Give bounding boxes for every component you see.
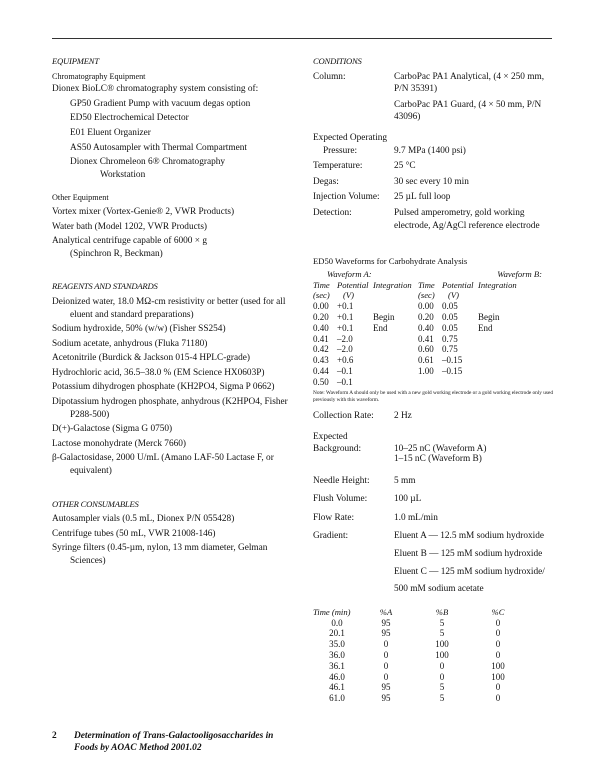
reagent-item: β-Galactosidase, 2000 U/mL (Amano LAF-50 Lactase F, or equivalent) [52, 453, 274, 477]
gradient-pct-b: 100 [435, 639, 449, 650]
background-label: Background: [313, 443, 362, 454]
waveform-a-label: Waveform A: [327, 268, 372, 279]
gradient-pct-a: 0 [383, 671, 389, 682]
waveform-title: ED50 Waveforms for Carbohydrate Analysis [313, 256, 468, 267]
gradient-pct-a: 95 [381, 628, 391, 639]
consumables-heading: OTHER CONSUMABLES [52, 498, 139, 509]
other-equipment-item: Analytical centrifuge capable of 6000 × g [52, 236, 207, 247]
chromatography-equipment-label: Chromatography Equipment [52, 71, 146, 81]
gradient-row [313, 530, 558, 595]
flow-label: Flow Rate: [313, 512, 355, 523]
gradient-value: Eluent A — 12.5 mM sodium hydroxide [394, 531, 545, 542]
waveform-a-potential: +0.1 [337, 311, 354, 322]
gradient-pct-b: 5 [439, 617, 445, 628]
gradient-pct-a: 0 [383, 660, 389, 671]
equipment-item: Workstation [100, 169, 146, 180]
col-time-unit: (sec) [418, 290, 435, 301]
other-equipment-label: Other Equipment [52, 193, 109, 203]
reagent-item: Lactose monohydrate (Merck 7660) [52, 438, 186, 449]
waveform-b-label: Waveform B: [497, 268, 542, 279]
degas-row [313, 176, 558, 189]
waveform-a-integration [373, 334, 418, 345]
waveform-b-time: 0.40 [418, 322, 434, 333]
waveform-row [313, 344, 548, 355]
waveform-row [313, 377, 548, 388]
waveform-a-time: 0.00 [313, 301, 329, 312]
waveform-b-integration [478, 334, 548, 345]
other-equipment-item: (Spinchron R, Beckman) [70, 248, 163, 259]
waveform-a-time: 0.40 [313, 322, 329, 333]
gradient-row [313, 650, 523, 661]
reagent-item: Dipotassium hydrogen phosphate, anhydrous (K2HPO4, Fisher P288-500) [52, 397, 288, 420]
waveform-b-integration: Begin [478, 311, 500, 322]
gradient-pct-c: 0 [495, 639, 501, 650]
gradient-row [313, 639, 523, 650]
waveform-a-time: 0.50 [313, 376, 329, 387]
needle-label: Needle Height: [313, 475, 370, 486]
gradient-row [313, 661, 523, 672]
waveform-a-integration: End [373, 322, 388, 333]
gradient-pct-b: 0 [439, 660, 445, 671]
waveform-b-potential: 0.75 [442, 344, 458, 355]
waveform-a-time: 0.44 [313, 365, 329, 376]
waveform-b-potential: 0.05 [442, 311, 458, 322]
temperature-row [313, 160, 558, 173]
waveform-b-time [418, 377, 442, 388]
reagent-item: Hydrochloric acid, 36.5–38.0 % (EM Science HX0603P) [52, 367, 265, 378]
gradient-row [313, 693, 523, 704]
collection-value: 2 Hz [394, 411, 412, 422]
gradient-pct-b: 5 [439, 628, 445, 639]
gradient-value: Eluent C — 125 mM sodium hydroxide/ [394, 566, 545, 577]
gradient-time: 61.0 [329, 693, 345, 704]
gradient-pct-c: 0 [495, 650, 501, 661]
gradient-header: %B [435, 606, 449, 617]
gradient-pct-b: 100 [435, 650, 449, 661]
col-potential-unit: (V) [343, 290, 354, 301]
waveform-row [313, 312, 548, 323]
background-label-line1: Expected [313, 432, 348, 443]
background-row [313, 444, 558, 464]
top-rule [52, 38, 552, 39]
waveform-a-integration [373, 366, 418, 377]
degas-value: 30 sec every 10 min [394, 176, 469, 187]
waveform-a-potential: +0.6 [337, 355, 354, 366]
consumable-item: Autosampler vials (0.5 mL, Dionex P/N 055428) [52, 514, 235, 525]
col-integration-header: Integration [478, 279, 517, 290]
gradient-pct-a: 95 [381, 693, 391, 704]
gradient-pct-a: 0 [383, 650, 389, 661]
col-time-header: Time [418, 279, 435, 290]
gradient-time: 20.1 [329, 628, 345, 639]
col-integration-header: Integration [373, 279, 412, 290]
equipment-item: AS50 Autosampler with Thermal Compartment [70, 142, 247, 153]
left-column [52, 55, 297, 568]
gradient-pct-b: 0 [439, 671, 445, 682]
reagent-item: Potassium dihydrogen phosphate (KH2PO4, Sigma P 0662) [52, 382, 275, 393]
gradient-value: 500 mM sodium acetate [394, 584, 484, 595]
waveform-b-potential: –0.15 [442, 355, 463, 366]
waveform-a-time: 0.42 [313, 344, 329, 355]
gradient-pct-c: 0 [495, 682, 501, 693]
consumable-item: Centrifuge tubes (50 mL, VWR 21008-146) [52, 528, 216, 539]
pressure-row [313, 145, 558, 158]
detection-row [313, 207, 558, 232]
gradient-pct-c: 100 [491, 660, 505, 671]
waveform-a-potential: –2.0 [337, 333, 353, 344]
injection-row [313, 191, 558, 204]
waveform-a-time: 0.43 [313, 355, 329, 366]
system-line: Dionex BioLC® chromatography system consisting of: [52, 84, 259, 95]
waveform-b-integration [478, 301, 548, 312]
col-potential-header: Potential [337, 279, 369, 290]
gradient-value: Eluent B — 125 mM sodium hydroxide [394, 549, 543, 560]
waveform-b-integration: End [478, 322, 493, 333]
pressure-value: 9.7 MPa (1400 psi) [394, 145, 466, 156]
gradient-pct-a: 95 [381, 617, 391, 628]
injection-label: Injection Volume: [313, 192, 380, 203]
waveform-a-integration [373, 377, 418, 388]
equipment-heading: EQUIPMENT [52, 56, 99, 66]
flush-row [313, 493, 558, 506]
column-value: CarboPac PA1 Guard, (4 × 50 mm, P/N 43096) [394, 99, 542, 123]
waveform-row [313, 366, 548, 377]
col-time-header: Time [313, 279, 330, 290]
page-number: 2 [52, 731, 57, 741]
flow-value: 1.0 mL/min [394, 512, 438, 523]
waveform-a-integration [373, 301, 418, 312]
collection-row [313, 410, 558, 423]
pressure-label-line1: Expected Operating [313, 132, 388, 143]
gradient-time: 46.1 [329, 682, 345, 693]
gradient-time: 36.1 [329, 660, 345, 671]
waveform-b-integration [478, 377, 548, 388]
waveform-b-integration [478, 355, 548, 366]
waveform-b-potential: 0.75 [442, 333, 458, 344]
waveform-b-integration [478, 366, 548, 377]
col-potential-header: Potential [442, 279, 474, 290]
waveform-b-integration [478, 344, 548, 355]
waveform-b-time: 0.61 [418, 355, 434, 366]
waveform-a-integration: Begin [373, 311, 395, 322]
injection-value: 25 µL full loop [394, 192, 451, 203]
flow-row [313, 512, 558, 525]
column-value: CarboPac PA1 Analytical, (4 × 250 mm, P/N 35391) [394, 71, 545, 95]
gradient-time: 35.0 [329, 639, 345, 650]
gradient-pct-c: 0 [495, 628, 501, 639]
detection-label: Detection: [313, 207, 352, 218]
column-label: Column: [313, 71, 346, 82]
waveform-b-time: 0.00 [418, 301, 434, 312]
waveform-b-time: 0.20 [418, 311, 434, 322]
gradient-pct-a: 95 [381, 682, 391, 693]
degas-label: Degas: [313, 176, 339, 187]
gradient-pct-b: 5 [439, 693, 445, 704]
flush-label: Flush Volume: [313, 494, 368, 505]
waveform-note: Note: Waveform A should only be used with a new gold working electrode or a gold working electrode only used previously with this waveform. [313, 390, 553, 404]
waveform-b-potential [442, 377, 478, 388]
flush-value: 100 µL [394, 494, 422, 505]
gradient-label: Gradient: [313, 531, 349, 542]
background-value: 1–15 nC (Waveform B) [394, 453, 482, 464]
temperature-label: Temperature: [313, 161, 363, 172]
waveform-a-potential: +0.1 [337, 301, 354, 312]
needle-value: 5 mm [394, 475, 416, 486]
col-potential-unit: (V) [448, 290, 459, 301]
gradient-time: 0.0 [331, 617, 343, 628]
waveform-b-time: 1.00 [418, 365, 434, 376]
equipment-item: Dionex Chromeleon 6® Chromatography [70, 157, 226, 168]
waveform-row [313, 323, 548, 334]
equipment-item: GP50 Gradient Pump with vacuum degas option [70, 98, 251, 109]
reagent-item: Sodium hydroxide, 50% (w/w) (Fisher SS254) [52, 324, 226, 335]
footer-title-line: Determination of Trans-Galactooligosaccharides in [74, 731, 274, 741]
gradient-time: 46.0 [329, 671, 345, 682]
temperature-value: 25 °C [394, 161, 416, 172]
reagent-item: Acetonitrile (Burdick & Jackson 015-4 HPLC-grade) [52, 353, 251, 364]
waveform-a-potential: –2.0 [337, 344, 353, 355]
waveform-row [313, 355, 548, 366]
collection-label: Collection Rate: [313, 411, 374, 422]
waveform-row [313, 301, 548, 312]
waveform-a-potential: –0.1 [337, 365, 353, 376]
waveform-b-potential: 0.05 [442, 301, 458, 312]
other-equipment-item: Vortex mixer (Vortex-Genie® 2, VWR Products) [52, 206, 235, 217]
needle-row [313, 475, 558, 488]
waveform-a-potential: +0.1 [337, 322, 354, 333]
waveform-b-time: 0.60 [418, 344, 434, 355]
waveform-b-potential: –0.15 [442, 365, 463, 376]
gradient-row [313, 682, 523, 693]
footer [52, 730, 273, 754]
waveform-a-time: 0.41 [313, 333, 329, 344]
equipment-item: ED50 Electrochemical Detector [70, 113, 189, 124]
waveform-a-time: 0.20 [313, 311, 329, 322]
waveform-a-integration [373, 344, 418, 355]
col-time-unit: (sec) [313, 290, 330, 301]
gradient-time: 36.0 [329, 650, 345, 661]
gradient-header: %C [491, 606, 505, 617]
waveform-b-time: 0.41 [418, 333, 434, 344]
reagents-heading: REAGENTS AND STANDARDS [52, 281, 158, 292]
gradient-row [313, 618, 523, 629]
gradient-header: %A [379, 606, 393, 617]
footer-title-line: Foods by AOAC Method 2001.02 [74, 743, 202, 753]
equipment-item: E01 Eluent Organizer [70, 127, 151, 138]
conditions-heading: CONDITIONS [313, 56, 362, 66]
waveform-a-integration [373, 355, 418, 366]
gradient-row [313, 672, 523, 683]
column-row [313, 71, 558, 124]
detection-value: Pulsed amperometry, gold working electrode, Ag/AgCl reference electrode [394, 207, 540, 231]
waveform-a-potential: –0.1 [337, 376, 353, 387]
waveform-row [313, 334, 548, 345]
waveform-table [313, 269, 548, 388]
gradient-table [313, 607, 523, 704]
pressure-label: Pressure: [323, 145, 358, 156]
right-column [313, 55, 558, 704]
consumable-item: Syringe filters (0.45-µm, nylon, 13 mm diameter, Gelman Sciences) [52, 543, 268, 566]
gradient-pct-c: 0 [495, 693, 501, 704]
waveform-b-potential: 0.05 [442, 322, 458, 333]
gradient-pct-a: 0 [383, 639, 389, 650]
gradient-pct-c: 0 [495, 617, 501, 628]
gradient-header: Time (min) [313, 606, 351, 617]
other-equipment-item: Water bath (Model 1202, VWR Products) [52, 221, 208, 232]
background-value: 10–25 nC (Waveform A) [394, 443, 487, 454]
gradient-pct-c: 100 [491, 671, 505, 682]
gradient-pct-b: 5 [439, 682, 445, 693]
reagent-item: D(+)-Galactose (Sigma G 0750) [52, 424, 173, 435]
gradient-row [313, 628, 523, 639]
reagent-item: Deionized water, 18.0 MΩ-cm resistivity or better (used for all eluent and standard preparations) [52, 296, 286, 320]
reagent-item: Sodium acetate, anhydrous (Fluka 71180) [52, 338, 208, 349]
